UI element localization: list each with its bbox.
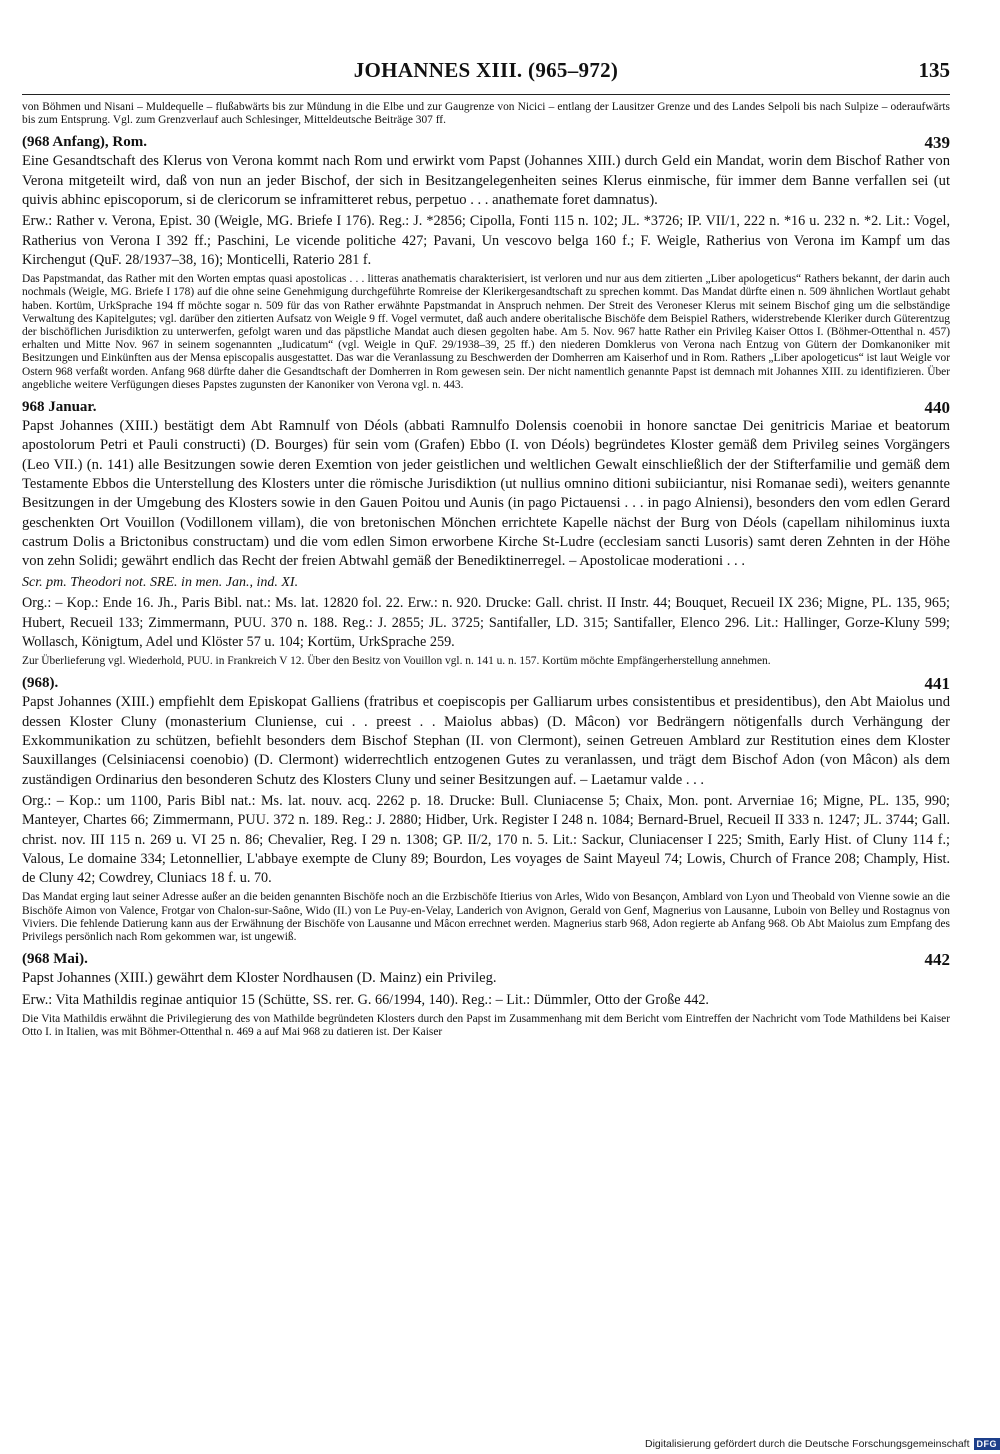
running-header xyxy=(22,58,950,92)
header-rule xyxy=(22,94,950,95)
entry-441 xyxy=(22,674,950,944)
entry-date: 968 Januar. xyxy=(22,399,97,416)
entry-number: 439 xyxy=(924,133,950,153)
entry-references: Erw.: Vita Mathildis reginae antiquior 15 (Schütte, SS. rer. G. 66/1994, 140). Reg.: – Lit.: Dümmler, Otto der Große 442. xyxy=(22,991,709,1008)
entry-text: Eine Gesandtschaft des Klerus von Verona kommt nach Rom und erwirkt vom Papst (Johannes XIII.) durch Geld ein Mandat, worin dem Bischof Rather von Verona mitgeteilt wird, daß von nun an jeder Bischof, der sich in Besitzangelegenheiten seines Klerus einmische, für immer dem Banne verfallen sei (ut quivis abhinc episcoporum, si de clericorum se inframitteret rebus, perpetuo . . . anathemate foret damnatus). xyxy=(22,153,950,208)
entry-text: Papst Johannes (XIII.) gewährt dem Kloster Nordhausen (D. Mainz) ein Privileg. xyxy=(22,970,497,987)
entry-text: Papst Johannes (XIII.) bestätigt dem Abt Ramnulf von Déols (abbati Ramnulfo Dolensis coenobii in honore sanctae Dei genitricis Mariae et beatorum apostolorum Petri et Pauli constructi) (D. Bourges) für sein vom (Grafen) Ebbo (I. von Déols) begründetes Kloster gemäß dem Privileg seines Vorgängers (Leo VII.) (n. 141) alle Besitzungen sowie deren Exemtion von jeder geistlichen und weltlichen Gewalt einschließlich der der Stifterfamilie und gemäß dem Testamente Ebbos die Unterstellung des Klosters unter die römische Jurisdiktion (ut nullius omnino ditioni subiiciantur, nisi Romanae sedi), weiters genannte Besitzungen in der Umgebung des Klosters sowie in den Gauen Poitou und Aunis (in pago Pictauensi . . . in pago Alniensi), besonders den vom edlen Gerard geschenkten Ort Vouillon (Vodillonem villam), die von bretonischen Mönchen errichtete Kapelle nächst der Burg von Déols (capellam nihilominus iuxta castrum Dolis a Brictonibus constructam) und die vom edlen Simon erworbene Kirche St-Ludre (ecclesiam sancti Lusoris) samt deren Zehnten in der Höhe von zehn Solidi; gewährt endlich das Recht der freien Abtwahl gemäß der Benediktinerregel. – Apostolicae moderationi . . . xyxy=(22,418,950,570)
entry-references: Org.: – Kop.: Ende 16. Jh., Paris Bibl. nat.: Ms. lat. 12820 fol. 22. Erw.: n. 920. Drucke: Gall. christ. II Instr. 44; Bouquet, Recueil IX 236; Migne, PL. 135, 965; Hubert, Recueil 133; Zimmermann, PUU. 370 n. 188. Reg.: J. 2855; JL. 3725; Santifaller, LD. 315; Santifaller, Elenco 296. Lit.: Hallinger, Gorze-Kluny 599; Wollasch, Königtum, Adel und Klöster 57 u. 104; Kortüm, UrkSprache 259. xyxy=(22,595,950,650)
entry-442 xyxy=(22,950,950,1039)
digitization-footer xyxy=(645,1438,1000,1450)
entry-440 xyxy=(22,398,950,668)
page-number: 135 xyxy=(918,58,950,82)
entry-date: (968 Anfang), Rom. xyxy=(22,134,148,151)
entry-note: Das Papstmandat, das Rather mit den Worten emptas quasi apostolicas . . . litteras anathematis charakterisiert, ist verloren und nur aus dem zitierten „Liber apologeticus“ Rathers bekannt, der darin auch nochmals (Weigle, MG. Briefe I 178) auf die ohne seine Genehmigung durchgeführte Romreise der Klerikergesandtschaft zu sprechen kommt. Das Mandat dürfte einen n. 509 ähnlichen Wortlaut gehabt haben. Kortüm, UrkSprache 194 ff möchte sogar n. 509 für das von Rather erwähnte Papstmandat in Anspruch nehmen. Der Streit des Veroneser Klerus mit seinem Bischof ging um die selbständige Verwaltung des Kapitelgutes; vgl. darüber den zitierten Aufsatz von Weigle 9 ff. Vogel vermutet, daß auch andere oberitalische Bischöfe dem Beispiel Rathers, widerstrebende Kleriker durch Güterentzug der bischöflichen Jurisdiktion zu unterwerfen, gefolgt waren und das päpstliche Mandat auch diesen gegolten habe. Am 5. Nov. 967 hatte Rather ein Privileg Kaiser Ottos I. (Böhmer-Ottenthal n. 457) erhalten und Mitte Nov. 967 in seinem sogenannten „Iudicatum“ (vgl. Weigle in QuF. 29/1938–39, 25 ff.) den niederen Domklerus von Verona nach Entzug von Gütern der Domkanoniker mit Besitzungen und Einkünften aus der Mensa episcopalis ausgestattet. Das war die Veranlassung zu Beschwerden der Domherren am Kaiserhof und in Rom. Rathers „Liber apologeticus“ ist laut Weigle vor Ostern 968 verfaßt worden. Anfang 968 dürfte daher die Gesandtschaft der Domherren in Rom gewesen sein. Der nicht namentlich genannte Papst ist demnach mit Johannes XIII. zu identifizieren. Über angebliche weitere Verfügungen dieses Papstes zugunsten der Kanoniker von Verona vgl. n. 443. xyxy=(22,273,950,391)
entry-date: (968 Mai). xyxy=(22,951,88,968)
entry-text: Papst Johannes (XIII.) empfiehlt dem Episkopat Galliens (fratribus et coepiscopis per Galliarum urbes consistentibus et presidentibus), den Abt Maiolus und dessen Kloster Cluny (monasterium Cluniense, cui . . preest . . Maiolus abbas) (D. Mâcon) vor Bedrängern nötigenfalls durch Verhängung der Exkommunikation zu schützen, befiehlt besonders dem Bischof Stephan (II. von Clermont), seinen Getreuen Amblard zur Restitution eines dem Kloster Sauxillanges (Celsiniacensi coenobio) (D. Clermont) widerrechtlich entzogenen Gutes zu veranlassen, und trägt dem Bischof Adon (von Mâcon) als dem zuständigen Ordinarius den besonderen Schutz des Klosters Cluny und seiner Besitzungen auf. – Laetamur valde . . . xyxy=(22,694,950,788)
entry-number: 441 xyxy=(924,674,950,694)
page xyxy=(22,58,950,1039)
entry-references: Erw.: Rather v. Verona, Epist. 30 (Weigle, MG. Briefe I 176). Reg.: J. *2856; Cipolla, Fonti 115 n. 102; JL. *3726; IP. VII/1, 222 n. *16 u. 232 n. *2. Lit.: Vogel, Ratherius von Verona I 392 ff.; Paschini, Le vicende politiche 427; Pavani, Un vescovo belga 160 f.; F. Weigle, Ratherius von Verona im Kampf um das Kirchengut (QuF. 28/1937–38, 16); Monticelli, Raterio 281 f. xyxy=(22,213,950,268)
entry-references: Org.: – Kop.: um 1100, Paris Bibl nat.: Ms. lat. nouv. acq. 2262 p. 18. Drucke: Bull. Cluniacense 5; Chaix, Mon. pont. Arverniae 16; Migne, PL. 135, 990; Manteyer, Chartes 66; Zimmermann, PUU. 372 n. 189. Reg.: J. 2880; Hidber, Urk. Register I 248 n. 1084; Bernard-Bruel, Recueil II 333 n. 1247; JL. 3744; Gall. christ. nov. III 115 n. 269 u. VI 25 n. 86; Chevalier, Reg. I 29 n. 1308; GP. II/2, 170 n. 5. Lit.: Sackur, Cluniacenser I 225; Smith, Early Hist. of Cluny 114 f.; Valous, Le domaine 334; Letonnellier, L'abbaye exempte de Cluny 89; Bourdon, Les voyages de Saint Mayeul 74; Lowis, Church of France 208; Champly, Hist. de Cluny 42; Cowdrey, Cluniacs 18 f. u. 70. xyxy=(22,792,950,887)
footer-credit: Digitalisierung gefördert durch die Deutsche Forschungsgemeinschaft xyxy=(644,1438,970,1450)
running-title: JOHANNES XIII. (965–972) xyxy=(353,58,619,82)
entry-note: Zur Überlieferung vgl. Wiederhold, PUU. in Frankreich V 12. Über den Besitz von Vouillon vgl. n. 141 u. n. 157. Kortüm möchte Empfängerherstellung annehmen. xyxy=(22,655,771,668)
entry-note: Das Mandat erging laut seiner Adresse außer an die beiden genannten Bischöfe noch an die Erzbischöfe Itierius von Arles, Wido von Besançon, Amblard von Lyon und Theobald von Vienne sowie an die Bischöfe Aimon von Valence, Frotgar von Chalon-sur-Saône, Wido (II.) von Le Puy-en-Velay, Landerich von Avignon, Gerald von Genf, Magnerius von Lausanne, Luboin von Belley und Rostagnus von Viviers. Die fehlende Datierung kann aus der Erwähnung der Bischöfe von Lausanne und Mâcon errechnet werden. Magnerius starb 968, Adon regierte ab Anfang 968. Ob Abt Maiolus zum Empfang des Privilegs persönlich nach Rom gekommen war, ist ungewiß. xyxy=(22,891,950,944)
entry-number: 442 xyxy=(924,950,950,970)
entry-date: (968). xyxy=(22,675,59,692)
entry-heading xyxy=(22,674,950,693)
entry-heading xyxy=(22,398,950,417)
entry-note: Die Vita Mathildis erwähnt die Privilegierung des von Mathilde begründeten Klosters durch den Papst im Zusammenhang mit dem Bericht vom Eintreffen der Nachricht vom Tode Mathildens bei Kaiser Otto I. in Italien, was mit Böhmer-Ottenthal n. 469 a auf Mai 968 zu datieren ist. Der Kaiser xyxy=(22,1012,950,1039)
entry-heading xyxy=(22,950,950,969)
entry-439 xyxy=(22,133,950,392)
entry-heading xyxy=(22,133,950,152)
dfg-logo-icon: DFG xyxy=(974,1438,1000,1450)
entry-number: 440 xyxy=(924,398,950,418)
intro-paragraph: von Böhmen und Nisani – Muldequelle – flußabwärts bis zur Mündung in die Elbe und zur Gaugrenze von Nicici – entlang der Lausitzer Grenze und des Landes Selpoli bis nach Sulpize – oderaufwärts bis zum Entsprung. Vgl. zum Grenzverlauf auch Schlesinger, Mitteldeutsche Beiträge 307 ff. xyxy=(22,101,950,127)
entry-scriptum: Scr. pm. Theodori not. SRE. in men. Jan., ind. XI. xyxy=(22,575,299,591)
